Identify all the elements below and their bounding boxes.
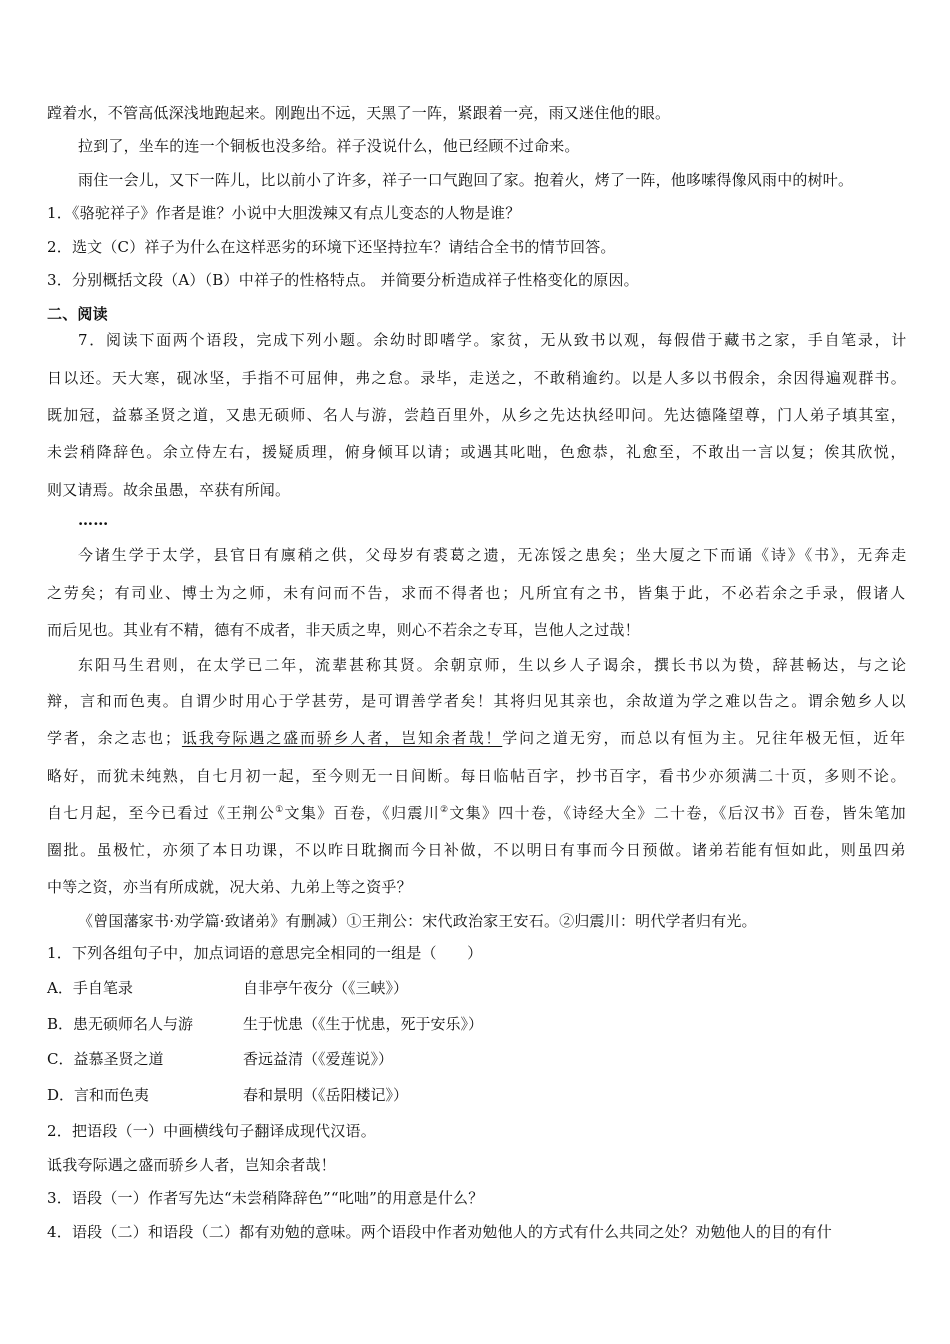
underlined-sentence: 诋我夸际遇之盛而骄乡人者，岂知余者哉！	[181, 729, 503, 747]
passage-line	[78, 545, 908, 565]
option-label: C．	[47, 1050, 74, 1068]
question-4-compare: 4．语段（二）和语段（二）都有劝勉的意味。两个语段中作者劝勉他人的方式有什么共同之处？劝勉他人的目的有什	[47, 1223, 832, 1241]
passage-line	[47, 691, 907, 711]
option-left: 益慕圣贤之道	[73, 1050, 164, 1068]
passage-text: 未尝稍降辞色。余立侍左右，援疑质理，俯身倾耳以请；或遇其叱咄，色愈恭，礼愈至，不敢出一言以复；俟其欣悦，	[47, 443, 907, 461]
option-b	[47, 1014, 193, 1034]
passage-text-group	[47, 803, 907, 823]
passage-line: 而后见也。其业有不精，德有不成者，非天质之卑，则心不若余之专耳，岂他人之过哉！	[47, 621, 640, 639]
option-left: 患无硕师名人与游	[73, 1015, 194, 1033]
passage-text: 之劳矣；有司业、博士为之师，未有问而不告，求而不得者也；凡所宜有之书，皆集于此，不必若余之手录，假诸人	[47, 584, 907, 602]
question-2-translate: 2．把语段（一）中画横线句子翻译成现代汉语。	[47, 1122, 376, 1140]
passage-line	[47, 368, 907, 388]
option-a-right: 自非亭午夜分（《三峡》）	[243, 979, 409, 997]
passage-line	[78, 655, 908, 675]
option-left: 手自笔录	[72, 979, 133, 997]
passage-line	[47, 803, 907, 823]
passage-text: 东阳马生君则，在太学已二年，流辈甚称其贤。余朝京师，生以乡人子谒余，撰长书以为贽，辞甚畅达，与之论	[78, 656, 908, 674]
translate-sentence: 诋我夸际遇之盛而骄乡人者，岂知余者哉！	[47, 1156, 336, 1174]
option-b-right: 生于忧患（《生于忧患，死于安乐》）	[243, 1015, 484, 1033]
passage-text: 学者，余之志也；	[47, 729, 182, 747]
option-label: D．	[47, 1086, 75, 1104]
question-2: 2．选文（C）祥子为什么在这样恶劣的环境下还坚持拉车？请结合全书的情节回答。	[47, 238, 616, 256]
question-3: 3．分别概括文段（A）（B）中祥子的性格特点。 并简要分析造成祥子性格变化的原因。	[47, 271, 639, 289]
passage-line	[47, 583, 907, 603]
passage-text: 文集》四十卷，《诗经大全》二十卷，《后汉书》百卷，皆朱笔加	[449, 804, 907, 822]
option-a	[47, 978, 133, 998]
section-heading: 二、阅读	[47, 305, 108, 323]
option-c-right: 香远益清（《爱莲说》）	[243, 1050, 394, 1068]
passage-line	[47, 728, 907, 748]
paragraph-line: 蹚着水，不管高低深浅地跑起来。刚跑出不远，天黑了一阵，紧跟着一亮，雨又迷住他的眼。	[47, 104, 671, 122]
passage-text: 圈批。虽极忙，亦须了本日功课，不以昨日耽搁而今日补做，不以明日有事而今日预做。诸弟若能有恒如此，则虽四弟	[47, 841, 907, 859]
passage-text-group	[47, 728, 907, 748]
question-1: 1．《骆驼祥子》作者是谁？小说中大胆泼辣又有点儿变态的人物是谁？	[47, 204, 521, 222]
passage-line	[47, 442, 907, 462]
footnote-marker: ①	[275, 805, 285, 815]
passage-line	[47, 840, 907, 860]
passage-text: 自七月起，至今已看过《王荆公	[47, 804, 276, 822]
passage-line	[47, 405, 907, 425]
paragraph-line: 拉到了，坐车的连一个铜板也没多给。祥子没说什么，他已经顾不过命来。	[78, 137, 580, 155]
passage-text: 学问之道无穷，而总以有恒为主。兄往年极无恒，近年	[502, 729, 907, 747]
option-label: A．	[47, 979, 73, 997]
passage-text: 略好，而犹未纯熟，自七月初一起，至今则无一日间断。每日临帖百字，抄书百字，看书少亦须满二十页，多则不论。	[47, 767, 907, 785]
passage-text: 辩，言和而色夷。自谓少时用心于学甚劳，是可谓善学者矣！其将归见其亲也，余故道为学之难以告之。谓余勉乡人以	[47, 692, 907, 710]
passage-line	[47, 766, 907, 786]
passage-text: 今诸生学于太学，县官日有廪稍之供，父母岁有裘葛之遗，无冻馁之患矣；坐大厦之下而诵《诗》《书》，无奔走	[78, 546, 908, 564]
option-d-right: 春和景明（《岳阳楼记》）	[243, 1086, 409, 1104]
footnote-marker: ②	[440, 805, 450, 815]
paragraph-line: 雨住一会儿，又下一阵儿，比以前小了许多，祥子一口气跑回了家。抱着火，烤了一阵，他哆嗦得像风雨中的树叶。	[78, 171, 854, 189]
passage-line: 则又请焉。故余虽愚，卒获有所闻。	[47, 481, 291, 499]
passage-text: 文集》百卷，《归震川	[284, 804, 440, 822]
ellipsis: ……	[78, 511, 109, 529]
passage-text: 7．阅读下面两个语段，完成下列小题。余幼时即嗜学。家贫，无从致书以观，每假借于藏书之家，手自笔录，计	[78, 331, 908, 349]
option-label: B．	[47, 1015, 74, 1033]
source-note: 《曾国藩家书·劝学篇·致诸弟》有删减）①王荆公：宋代政治家王安石。②归震川：明代学者归有光。	[78, 912, 757, 930]
option-c	[47, 1049, 164, 1069]
passage-line	[78, 330, 908, 350]
passage-text: 日以还。天大寒，砚冰坚，手指不可屈伸，弗之怠。录毕，走送之，不敢稍逾约。以是人多以书假余，余因得遍观群书。	[47, 369, 907, 387]
question-stem: 1．下列各组句子中，加点词语的意思完全相同的一组是（ ）	[47, 944, 483, 962]
question-3-purpose: 3．语段（一）作者写先达“未尝稍降辞色”“叱咄”的用意是什么？	[47, 1189, 484, 1207]
passage-text: 既加冠，益慕圣贤之道，又患无硕师、名人与游，尝趋百里外，从乡之先达执经叩问。先达德隆望尊，门人弟子填其室，	[47, 406, 907, 424]
passage-line: 中等之资，亦当有所成就，况大弟、九弟上等之资乎？	[47, 878, 412, 896]
option-d	[47, 1085, 149, 1105]
option-left: 言和而色夷	[74, 1086, 150, 1104]
